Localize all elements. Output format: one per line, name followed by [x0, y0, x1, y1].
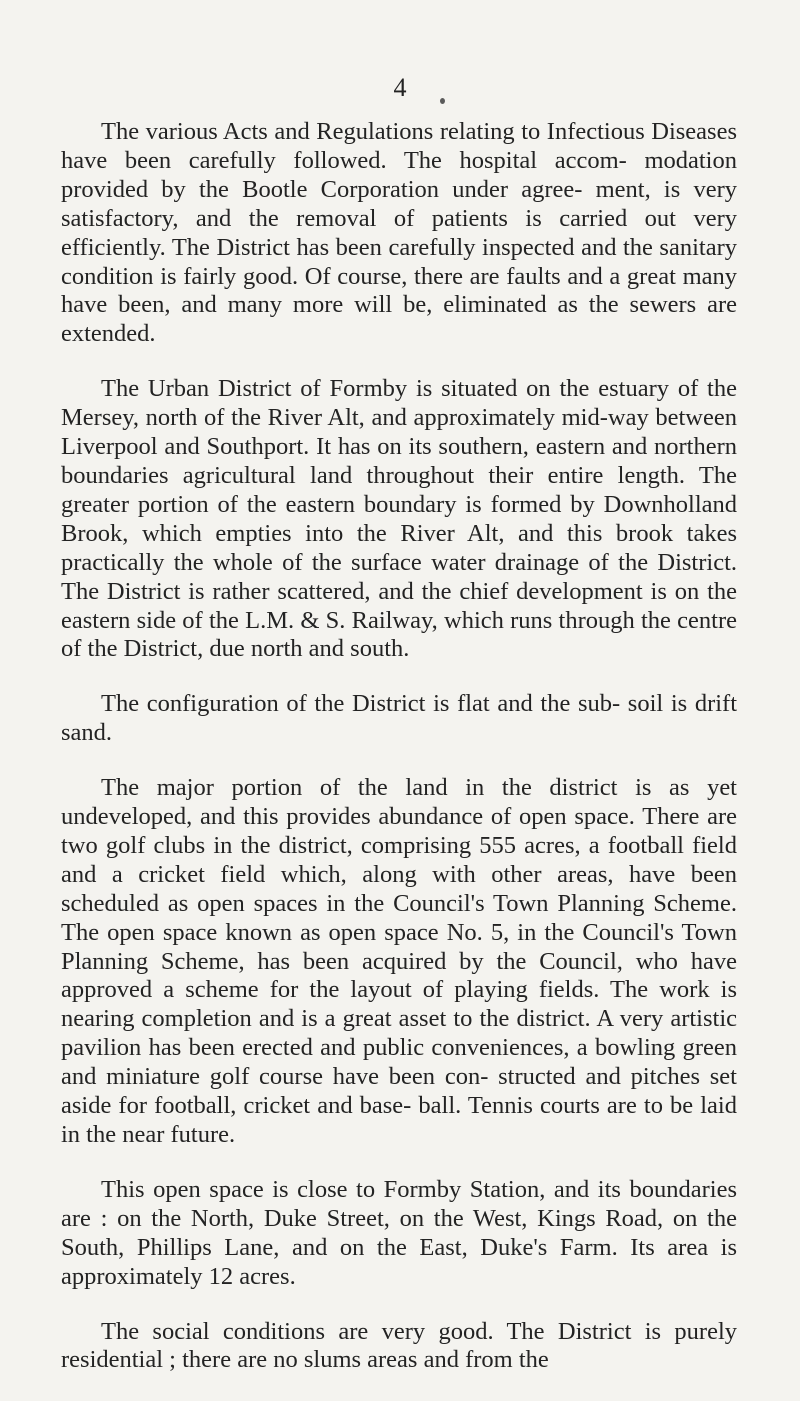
paragraph-infectious-diseases: The various Acts and Regulations relating to Infectious Diseases have been carefully followed. The hospital accom- modation provided by the Bootle Corporation under agree- ment, is very satisfactory, and the removal of patients is carried out very efficiently. The District has been carefully inspected and the sanitary condition is fairly good. Of course, there are faults and a great many have been, and many more will be, eliminated as the sewers are extended.: [61, 118, 737, 348]
paragraph-boundaries: This open space is close to Formby Station, and its boundaries are : on the North, Duke Street, on the West, Kings Road, on the South, Phillips Lane, and on the East, Duke's Farm. Its area is approximately 12 acres.: [61, 1175, 737, 1290]
body-text: [61, 118, 737, 1401]
print-speck: [440, 98, 445, 104]
paragraph-social-conditions: The social conditions are very good. The District is purely residential ; there are no slums areas and from the: [61, 1317, 737, 1374]
paragraph-open-space: The major portion of the land in the district is as yet undeveloped, and this provides abundance of open space. There are two golf clubs in the district, comprising 555 acres, a football field and a cricket field which, along with other areas, have been scheduled as open spaces in the Council's Town Planning Scheme. The open space known as open space No. 5, in the Council's Town Planning Scheme, has been acquired by the Council, who have approved a scheme for the layout of playing fields. The work is nearing completion and is a great asset to the district. A very artistic pavilion has been erected and public conveniences, a bowling green and miniature golf course have been con- structed and pitches set aside for football, cricket and base- ball. Tennis courts are to be laid in the near future.: [61, 774, 737, 1148]
paragraph-configuration: The configuration of the District is flat and the sub- soil is drift sand.: [61, 690, 737, 747]
page-number: 4: [393, 73, 407, 102]
paragraph-district-location: The Urban District of Formby is situated on the estuary of the Mersey, north of the River Alt, and approximately mid-way between Liverpool and Southport. It has on its southern, eastern and northern boundaries agricultural land throughout their entire length. The greater portion of the eastern boundary is formed by Downholland Brook, which empties into the River Alt, and this brook takes practically the whole of the surface water drainage of the District. The District is rather scattered, and the chief development is on the eastern side of the L.M. & S. Railway, which runs through the centre of the District, due north and south.: [61, 375, 737, 663]
